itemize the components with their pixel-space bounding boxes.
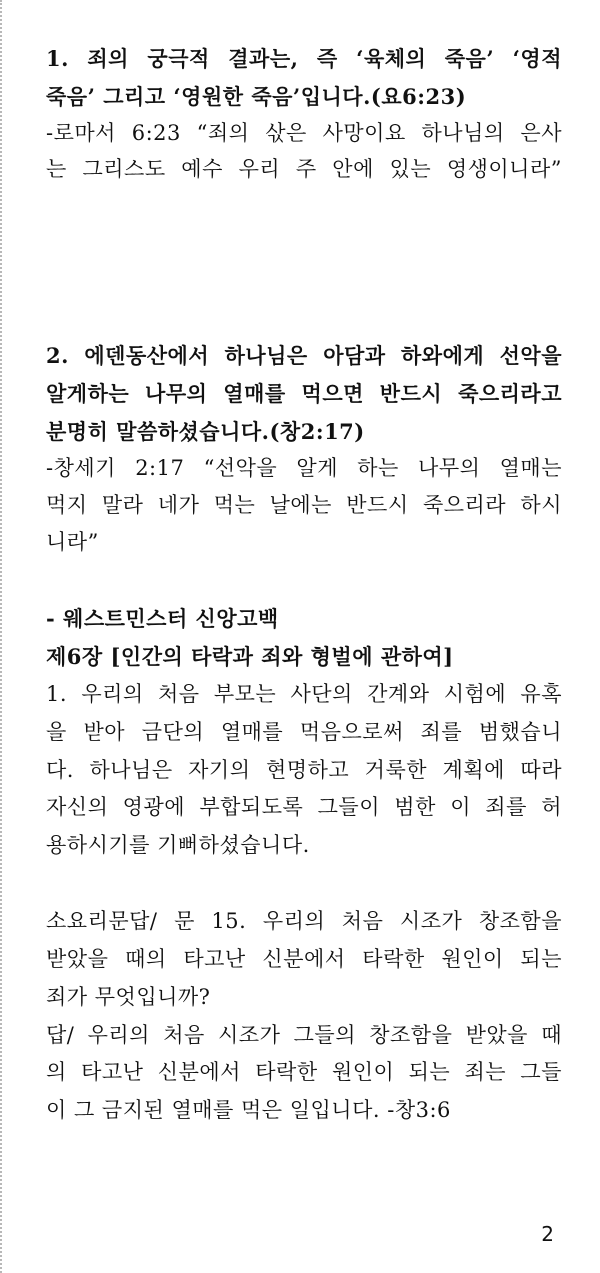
section-2-heading-line-1: 2. 에덴동산에서 하나님은 아담과 하와에게 선악을	[46, 343, 562, 368]
catechism-answer-line-2: 의 타고난 신분에서 타락한 원인이 되는 죄는 그들	[46, 1060, 562, 1084]
catechism-answer-line-3: 이 그 금지된 열매를 먹은 일입니다. -창3:6	[46, 1098, 451, 1122]
confession-text-line-2: 을 받아 금단의 열매를 먹음으로써 죄를 범했습니	[46, 720, 562, 744]
catechism-question-line-3: 죄가 무엇입니까?	[46, 985, 211, 1009]
section-2-verse-line-2: 먹지 말라 네가 먹는 날에는 반드시 죽으리라 하시	[46, 493, 562, 517]
confession-text-line-3: 다. 하나님은 자기의 현명하고 거룩한 계획에 따라	[46, 758, 562, 782]
section-1-verse-line-1: -로마서 6:23 “죄의 삯은 사망이요 하나님의 은사	[46, 121, 562, 145]
page-number: 2	[541, 1222, 554, 1246]
section-2-verse-line-3: 니라”	[46, 530, 99, 554]
section-2-verse-line-1: -창세기 2:17 “선악을 알게 하는 나무의 열매는	[46, 456, 562, 480]
confession-text-line-5: 용하시기를 기뻐하셨습니다.	[46, 833, 310, 857]
left-margin-guide	[0, 0, 2, 1273]
confession-title: - 웨스트민스터 신앙고백	[46, 606, 279, 631]
section-1-heading-line-2: 죽음’ 그리고 ‘영원한 죽음’입니다.(요6:23)	[46, 84, 467, 109]
section-1-heading-line-1: 1. 죄의 궁극적 결과는, 즉 ‘육체의 죽음’ ‘영적	[46, 46, 562, 71]
catechism-question-line-2: 받았을 때의 타고난 신분에서 타락한 원인이 되는	[46, 947, 562, 971]
section-2-heading-line-3: 분명히 말씀하셨습니다.(창2:17)	[46, 419, 365, 444]
catechism-answer-line-1: 답/ 우리의 처음 시조가 그들의 창조함을 받았을 때	[46, 1023, 562, 1047]
section-2-heading-line-2: 알게하는 나무의 열매를 먹으면 반드시 죽으리라고	[46, 381, 562, 406]
confession-text-line-4: 자신의 영광에 부합되도록 그들이 범한 이 죄를 허	[46, 795, 562, 819]
catechism-question-line-1: 소요리문답/ 문 15. 우리의 처음 시조가 창조함을	[46, 909, 562, 933]
confession-chapter-heading: 제6장 [인간의 타락과 죄와 형벌에 관하여]	[46, 644, 454, 669]
confession-text-line-1: 1. 우리의 처음 부모는 사단의 간계와 시험에 유혹	[46, 682, 562, 706]
section-1-verse-line-2: 는 그리스도 예수 우리 주 안에 있는 영생이니라”	[46, 157, 562, 181]
